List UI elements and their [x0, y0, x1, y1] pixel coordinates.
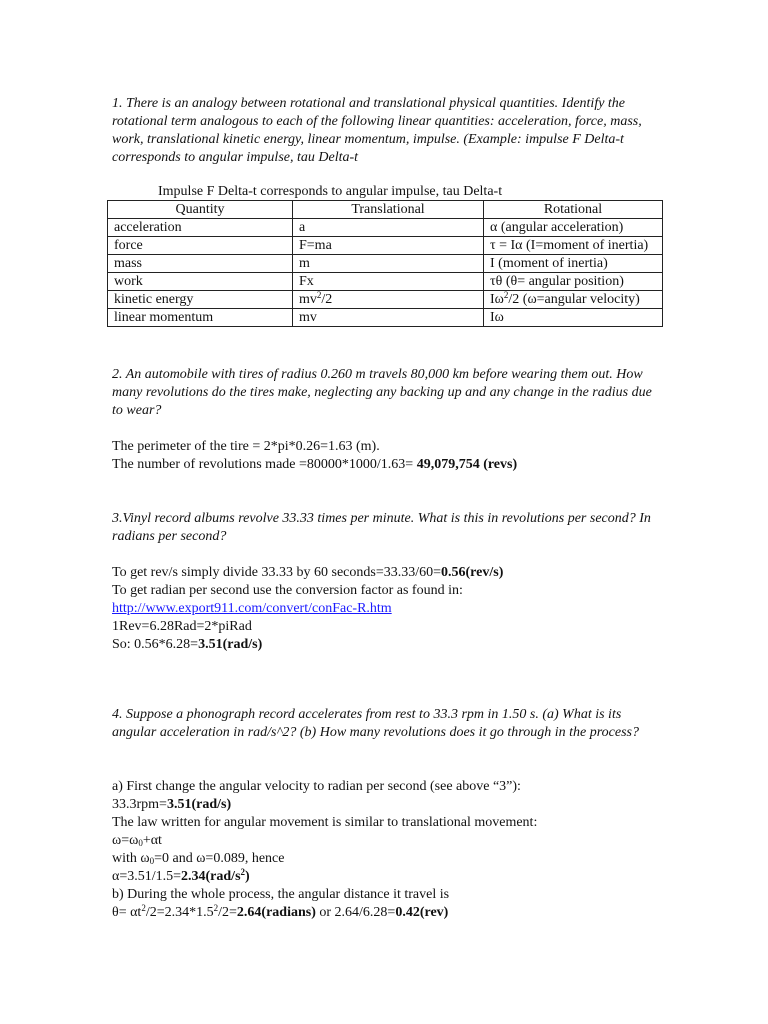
answer-3-line-5 [112, 636, 657, 654]
cell-translational: Fx [293, 273, 484, 291]
answer-3-line-1 [112, 564, 657, 582]
answer-3-result-rad: 3.51(rad/s) [198, 637, 263, 652]
answer-2-text: The number of revolutions made =80000*1000/1.63= [112, 457, 414, 472]
cell-translational: $mv^2/2$ [293, 291, 484, 309]
answer-4a-line: a) First change the angular velocity to radian per second (see above “3”): [112, 779, 521, 794]
cell-translational: F=ma [293, 237, 484, 255]
table-row [108, 219, 663, 237]
cell-rotational: τθ (θ= angular position) [484, 273, 663, 291]
cell-quantity: force [108, 237, 293, 255]
answer-4 [112, 778, 657, 922]
table-caption: Impulse F Delta-t corresponds to angular impulse, tau Delta-t [158, 184, 503, 199]
header-translational: Translational [293, 201, 484, 219]
cell-translational: a [293, 219, 484, 237]
cell-translational: mv [293, 309, 484, 327]
question-2: 2. An automobile with tires of radius 0.260 m travels 80,000 km before wearing them out. How many revolutions do the tires make, neglecting any backing up and any change in the radius due to wear? [112, 367, 652, 418]
question-4: 4. Suppose a phonograph record accelerates from rest to 33.3 rpm in 1.50 s. (a) What is its angular acceleration in rad/s^2? (b) How many revolutions does it go through in the process? [112, 707, 639, 740]
rpm-text: 33.3rpm= [112, 797, 167, 812]
answer-3-line-3 [112, 600, 657, 618]
answer-3 [112, 564, 657, 654]
table-row [108, 255, 663, 273]
answer-3-line-4: 1Rev=6.28Rad=2*piRad [112, 619, 252, 634]
answer-4-rpm [112, 796, 657, 814]
answer-4b-line: b) During the whole process, the angular distance it travel is [112, 887, 450, 902]
question-3: 3.Vinyl record albums revolve 33.33 times per minute. What is this in revolutions per second? In radians per second? [112, 511, 651, 544]
cell-quantity: linear momentum [108, 309, 293, 327]
answer-4-law: The law written for angular movement is similar to translational movement: [112, 815, 538, 830]
answer-3-text: To get rev/s simply divide 33.33 by 60 seconds=33.33/60= [112, 565, 442, 580]
cell-rotational: τ = Iα (I=moment of inertia) [484, 237, 663, 255]
header-quantity: Quantity [108, 201, 293, 219]
answer-4-with: with $\omega_0=0$ and ω=0.089, hence [112, 851, 285, 866]
cell-rotational: $I\omega^2/2$ (ω=angular velocity) [484, 291, 663, 309]
cell-rotational: α (angular acceleration) [484, 219, 663, 237]
table-row [108, 273, 663, 291]
answer-4-equation: $\omega=\omega_0+\alpha t$ [112, 833, 162, 848]
conversion-link[interactable]: http://www.export911.com/convert/conFac-R.htm [112, 601, 392, 616]
cell-translational: m [293, 255, 484, 273]
table-header-row [108, 201, 663, 219]
answer-3-calc: So: 0.56*6.28= [112, 637, 199, 652]
answer-4-alpha: $\alpha=3.51/1.5=2.34(rad/s^2)$ [112, 867, 250, 884]
header-rotational: Rotational [484, 201, 663, 219]
answer-2 [112, 438, 657, 474]
cell-quantity: acceleration [108, 219, 293, 237]
cell-rotational: I (moment of inertia) [484, 255, 663, 273]
answer-2-result: 49,079,754 (revs) [413, 457, 518, 472]
table-row [108, 237, 663, 255]
cell-quantity: work [108, 273, 293, 291]
cell-rotational: Iω [484, 309, 663, 327]
rpm-result: 3.51(rad/s) [166, 797, 232, 812]
table-row [108, 309, 663, 327]
answer-4-theta: $\theta= \alpha t^2/2=2.34*1.5^2/2=2.64(radians)$ or 2.64/6.28=0.42(rev) [112, 903, 449, 920]
question-1: 1. There is an analogy between rotational and translational physical quantities. Identify the rotational term analogous to each of the following linear quantities: acceleration, force, mass, work, translational kinetic energy, linear momentum, impulse. (Example: impulse F Delta-t corresponds to angular impulse, tau Delta-t [112, 96, 642, 165]
answer-3-result-revs: 0.56(rev/s) [441, 565, 504, 580]
table-row [108, 291, 663, 309]
cell-quantity: kinetic energy [108, 291, 293, 309]
analogy-table [107, 200, 663, 327]
answer-3-line-2: To get radian per second use the conversion factor as found in: [112, 583, 463, 598]
cell-quantity: mass [108, 255, 293, 273]
answer-2-line-1: The perimeter of the tire = 2*pi*0.26=1.63 (m). [112, 439, 380, 454]
answer-2-line-2 [112, 456, 657, 474]
